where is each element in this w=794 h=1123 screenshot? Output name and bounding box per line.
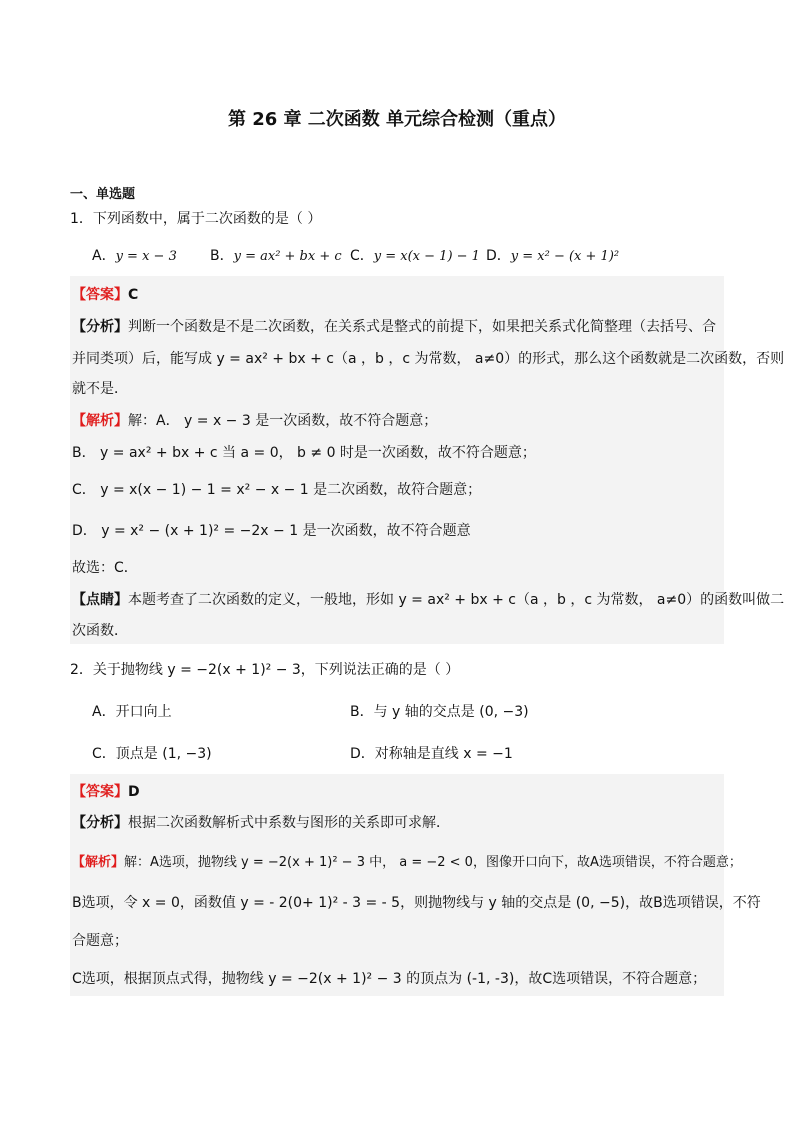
q2-solution-box (70, 774, 724, 996)
section-heading: 一、单选题 (70, 187, 136, 202)
option-label: C． (92, 746, 116, 762)
option-label: C． (350, 248, 374, 264)
analysis-tag: 【分析】 (72, 815, 128, 831)
q2-analysis (72, 812, 450, 832)
analysis-text: 根据二次函数解析式中系数与图形的关系即可求解． (128, 815, 450, 831)
q1-solution-d: D． y = x² − (x + 1)² = −2x − 1 是一次函数，故不符合题意 (72, 523, 471, 539)
option-label: A． (92, 704, 116, 720)
q2-answer (72, 781, 140, 801)
q2-solution-a (72, 851, 742, 870)
option-expr: y = x − 3 (115, 249, 177, 264)
option-label: B． (210, 248, 234, 264)
comment-tag: 【点睛】 (72, 592, 128, 608)
page-title: 第 26 章 二次函数 单元综合检测（重点） (227, 109, 567, 130)
q1-option-d[interactable] (486, 245, 619, 265)
solution-tag: 【解析】 (72, 413, 128, 429)
q1-analysis-line-2: 并同类项）后，能写成 y = ax² + bx + c（a ，b ，c 为常数， a≠0）的形式，那么这个函数就是二次函数，否则 (72, 351, 785, 367)
q2-solution-b-line-2: 合题意； (72, 933, 128, 949)
answer-tag: 【答案】 (72, 287, 128, 303)
q2-solution-b-line-1: B选项，令 x = 0，函数值 y = - 2(0+ 1)² - 3 = - 5，则抛物线与 y 轴的交点是 (0, −5)，故B选项错误，不符 (72, 895, 761, 911)
answer-value: D (128, 784, 140, 800)
q1-solution-a (72, 410, 437, 430)
q1-choice: 故选：C． (72, 560, 138, 576)
comment-text: 本题考查了二次函数的定义，一般地，形如 y = ax² + bx + c（a ，b ，c 为常数， a≠0）的函数叫做二 (128, 592, 785, 608)
solution-tag: 【解析】 (72, 855, 125, 870)
option-text: 顶点是 (1, −3) (115, 746, 212, 762)
q2-stem: 2．关于抛物线 y = −2(x + 1)² − 3，下列说法正确的是（ ） (70, 662, 460, 678)
answer-tag: 【答案】 (72, 784, 128, 800)
q1-solution-c: C． y = x(x − 1) − 1 = x² − x − 1 是二次函数，故符合题意； (72, 482, 482, 498)
analysis-tag: 【分析】 (72, 319, 128, 335)
option-expr: y = x(x − 1) − 1 (373, 249, 480, 264)
analysis-text: 判断一个函数是不是二次函数，在关系式是整式的前提下，如果把关系式化简整理（去括号、合 (128, 319, 716, 335)
solution-text: 解：A选项，抛物线 y = −2(x + 1)² − 3 中， a = −2 < 0，图像开口向下，故A选项错误，不符合题意； (124, 855, 742, 870)
q2-option-a[interactable] (92, 701, 172, 721)
option-label: D． (486, 248, 511, 264)
q1-comment-line-1 (72, 589, 784, 609)
q1-answer (72, 284, 138, 304)
q1-stem: 1．下列函数中，属于二次函数的是（ ） (70, 211, 322, 227)
option-text: 与 y 轴的交点是 (0, −3) (373, 704, 529, 720)
option-text: 对称轴是直线 x = −1 (374, 746, 513, 762)
q2-option-c[interactable] (92, 743, 212, 763)
option-expr: y = x² − (x + 1)² (510, 249, 620, 264)
q1-solution-b: B． y = ax² + bx + c 当 a = 0， b ≠ 0 时是一次函数，故不符合题意； (72, 445, 536, 461)
option-text: 开口向上 (115, 704, 172, 720)
option-label: D． (350, 746, 375, 762)
q1-option-a[interactable] (92, 245, 177, 265)
solution-text: 解：A． y = x − 3 是一次函数，故不符合题意； (128, 413, 438, 429)
option-label: A． (92, 248, 116, 264)
answer-value: C (128, 287, 139, 303)
option-expr: y = ax² + bx + c (233, 249, 342, 264)
q1-analysis-line-3: 就不是． (72, 381, 128, 397)
q1-option-b[interactable] (210, 245, 342, 265)
q1-option-c[interactable] (350, 245, 480, 265)
q2-option-d[interactable] (350, 743, 513, 763)
q2-solution-c: C选项，根据顶点式得，抛物线 y = −2(x + 1)² − 3 的顶点为 (-1, -3)，故C选项错误，不符合题意； (72, 971, 707, 987)
option-label: B． (350, 704, 374, 720)
q1-comment-line-2: 次函数． (72, 623, 128, 639)
q2-option-b[interactable] (350, 701, 529, 721)
q1-analysis-line-1 (72, 316, 716, 336)
